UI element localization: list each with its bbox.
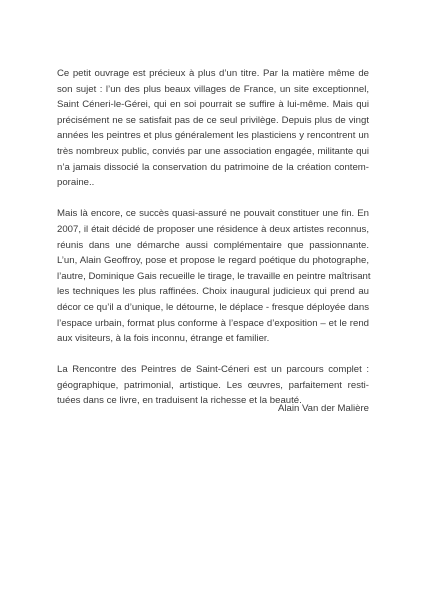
text-line: années les peintres et plus généralement les plasticiens y rencontrent un	[57, 130, 369, 142]
text-line: La Rencontre des Peintres de Saint-Céneri est un parcours complet :	[57, 364, 369, 376]
paragraph-2	[57, 206, 369, 346]
text-line: précisément ne se satisfait pas de ce seul privilège. Depuis plus de vingt	[57, 114, 369, 126]
text-line: réunis dans une démarche aussi complémentaire que passionnante.	[57, 239, 369, 251]
body-text	[57, 66, 369, 425]
text-line: Ce petit ouvrage est précieux à plus d’un titre. Par la matière même de	[57, 68, 369, 79]
text-line: très nombreux public, conviés par une association engagée, militante qui	[57, 145, 369, 157]
author-signature: Alain Van der Malière	[277, 403, 369, 414]
text-line: l’espace urbain, format plus conforme à l’espace d’exposition – et le rend	[57, 317, 369, 329]
text-line: les techniques les plus raffinées. Choix inaugural judicieux qui prend au	[57, 286, 369, 298]
text-line: l’autre, Dominique Gais recueille le tirage, le travaille en peintre maîtrisant	[57, 270, 371, 282]
text-line: Mais là encore, ce succès quasi-assuré ne pouvait constituer une fin. En	[57, 208, 369, 220]
text-line: 2007, il était décidé de proposer une résidence à deux artistes reconnus,	[57, 223, 369, 235]
paragraph-1	[57, 66, 369, 191]
text-line: décor ce qu’il a d’unique, le détourne, le déplace - fresque déployée dans	[57, 301, 369, 313]
text-line: poraine..	[57, 177, 95, 189]
text-line: son sujet : l’un des plus beaux villages de France, un site exceptionnel,	[57, 83, 369, 95]
text-line: aux visiteurs, à la fois inconnu, étrange et familier.	[57, 333, 270, 345]
text-line: n’a jamais dissocié la conservation du patrimoine de la création contem-	[57, 161, 369, 173]
text-line: L’un, Alain Geoffroy, pose et propose le regard poétique du photographe,	[57, 255, 369, 267]
text-line: Saint Céneri-le-Gérei, qui en soi pourrait se suffire à lui-même. Mais qui	[57, 99, 369, 111]
text-line: tuées dans ce livre, en traduisent la richesse et la beauté.	[57, 395, 302, 407]
text-line: géographique, patrimonial, artistique. Les œuvres, parfaitement resti-	[57, 379, 369, 391]
